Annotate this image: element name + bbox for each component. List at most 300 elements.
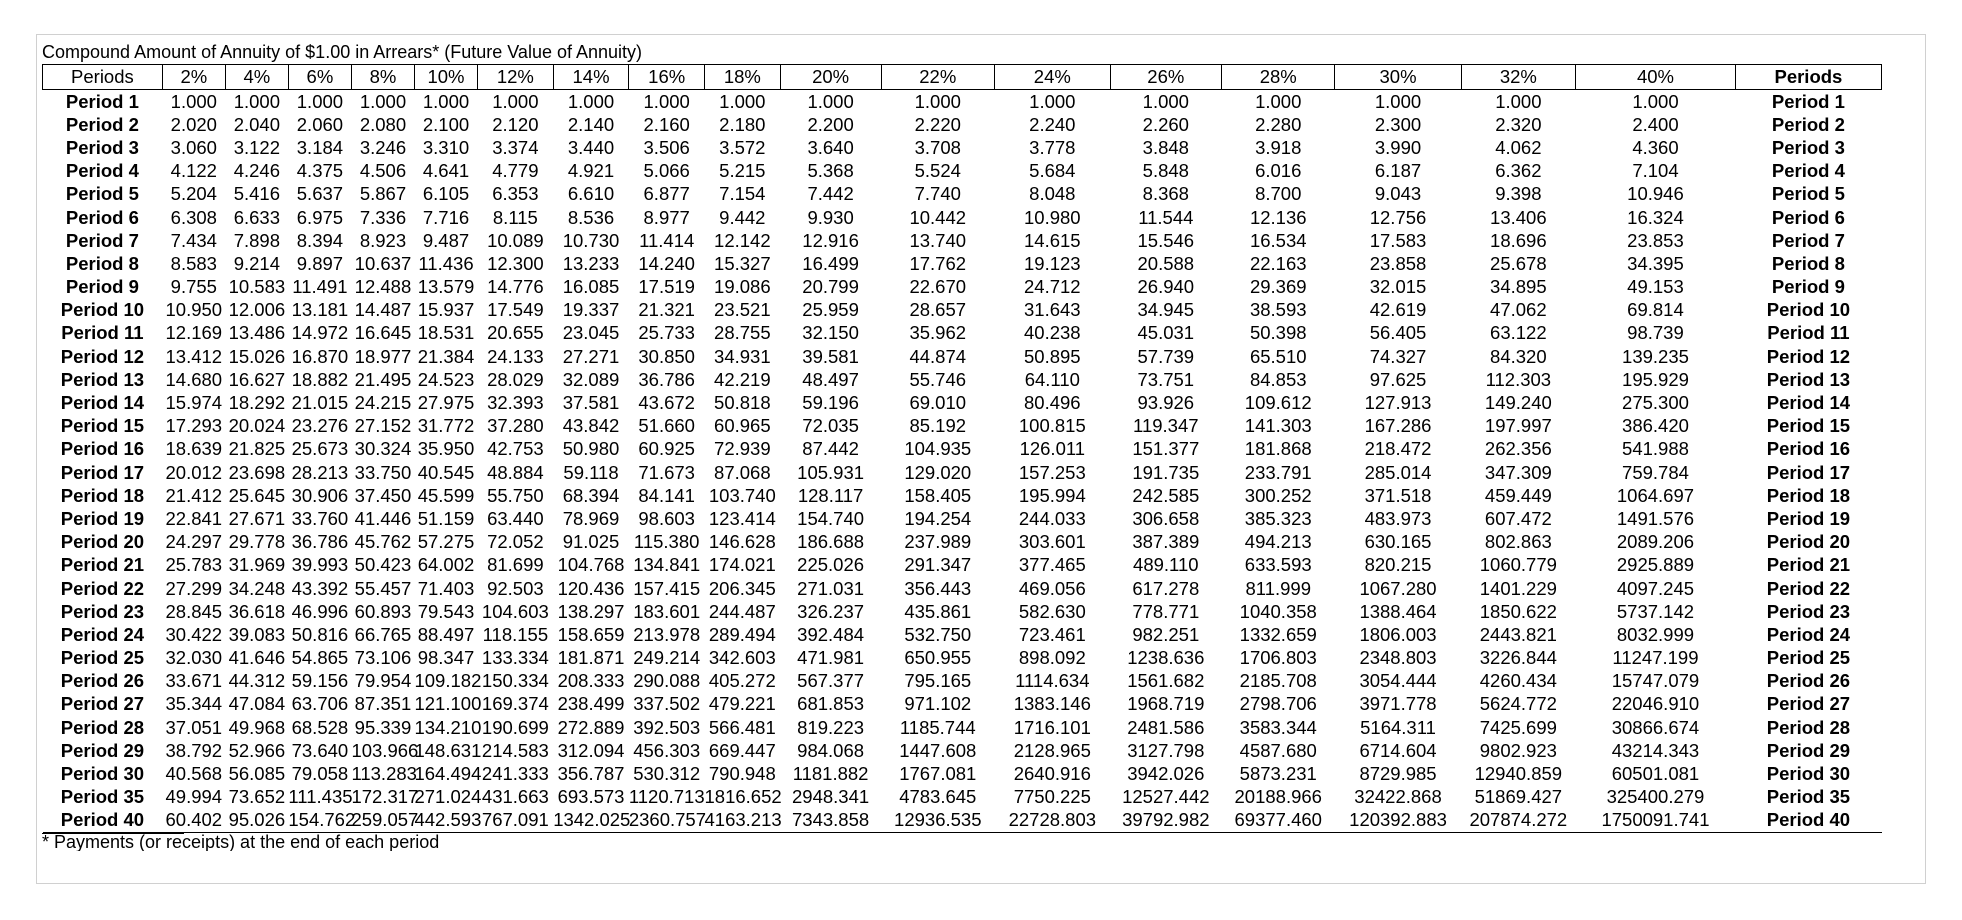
value-cell: 811.999: [1245, 577, 1311, 599]
value-cell: 46.996: [291, 600, 349, 622]
value-cell: 14.240: [638, 252, 695, 274]
footnote-area: [42, 833, 1882, 851]
period-label: Period 5: [1771, 183, 1845, 205]
value-cell: 541.988: [1622, 438, 1689, 460]
value-cell: 1.000: [807, 90, 854, 112]
value-cell: 489.110: [1133, 554, 1199, 576]
value-cell: 303.601: [1018, 531, 1086, 553]
value-cell: 483.973: [1364, 507, 1432, 529]
value-cell: 6.610: [567, 183, 615, 205]
value-cell: 681.853: [797, 693, 865, 715]
value-cell: 157.415: [633, 577, 701, 599]
value-cell: 59.196: [802, 392, 859, 414]
value-cell: 19.086: [714, 276, 771, 298]
value-cell: 356.443: [904, 577, 972, 599]
value-cell: 6.975: [296, 206, 344, 228]
value-cell: 7.898: [233, 229, 281, 251]
value-cell: 233.791: [1244, 461, 1312, 483]
value-cell: 1.000: [492, 90, 539, 112]
value-cell: 66.765: [354, 623, 412, 645]
period-label: Period 20: [1766, 531, 1851, 553]
value-cell: 80.496: [1024, 392, 1081, 414]
value-cell: 190.699: [481, 716, 549, 738]
value-cell: 36.786: [638, 368, 695, 390]
value-cell: 3.374: [492, 136, 539, 158]
period-label: Period 19: [1766, 507, 1851, 529]
value-cell: 819.223: [797, 716, 865, 738]
value-cell: 12.142: [714, 229, 771, 251]
value-cell: 42.753: [487, 438, 544, 460]
value-cell: 60.402: [162, 809, 225, 833]
value-cell: 133.334: [481, 647, 549, 669]
value-cell: 479.221: [708, 693, 776, 715]
value-cell: 9.930: [807, 206, 854, 228]
value-cell: 87.068: [714, 461, 771, 483]
value-cell: 104.935: [904, 438, 972, 460]
value-cell: 13.412: [165, 345, 223, 367]
value-cell: 1114.634: [1015, 670, 1090, 692]
value-cell: 582.630: [1018, 600, 1086, 622]
value-cell: 12.488: [354, 276, 412, 298]
value-cell: 37.450: [354, 484, 412, 506]
value-cell: 138.297: [557, 600, 625, 622]
value-cell: 8.977: [643, 206, 690, 228]
value-cell: 172.317: [351, 786, 419, 808]
value-cell: 25.673: [291, 438, 349, 460]
value-cell: 435.861: [904, 600, 972, 622]
value-cell: 25.959: [802, 299, 859, 321]
value-cell: 97.625: [1369, 368, 1427, 390]
value-cell: 72.035: [802, 415, 859, 437]
value-cell: 530.312: [633, 763, 701, 785]
value-cell: 27.152: [354, 415, 412, 437]
table-row: [43, 438, 1882, 461]
period-label: Period 35: [60, 786, 145, 808]
header-rate: 10%: [414, 65, 477, 90]
value-cell: 27.299: [165, 577, 223, 599]
value-cell: 183.601: [633, 600, 701, 622]
value-cell: 494.213: [1244, 531, 1312, 553]
value-cell: 275.300: [1622, 392, 1689, 414]
value-cell: 11247.199: [1612, 647, 1699, 669]
value-cell: 9.442: [719, 206, 766, 228]
value-cell: 12.169: [165, 322, 223, 344]
table-row: [43, 160, 1882, 183]
period-label: Period 6: [1771, 206, 1845, 228]
value-cell: 23.858: [1369, 252, 1427, 274]
value-cell: 2.260: [1142, 113, 1189, 135]
value-cell: 1561.682: [1127, 670, 1205, 692]
value-cell: 392.503: [633, 716, 701, 738]
value-cell: 12.916: [802, 229, 859, 251]
value-cell: 3.778: [1029, 136, 1076, 158]
value-cell: 16.085: [562, 276, 620, 298]
value-cell: 118.155: [482, 623, 549, 645]
value-cell: 123.414: [708, 507, 776, 529]
value-cell: 60.925: [638, 438, 695, 460]
value-cell: 43.842: [562, 415, 620, 437]
value-cell: 290.088: [633, 670, 701, 692]
value-cell: 2443.821: [1479, 623, 1557, 645]
period-label: Period 5: [65, 183, 139, 205]
value-cell: 10.980: [1024, 206, 1081, 228]
value-cell: 5873.231: [1239, 763, 1317, 785]
value-cell: 32.089: [562, 368, 620, 390]
value-cell: 567.377: [797, 670, 865, 692]
table-row: [43, 484, 1882, 507]
value-cell: 2.200: [807, 113, 854, 135]
value-cell: 5.368: [807, 160, 854, 182]
value-cell: 7.442: [807, 183, 854, 205]
period-label: Period 11: [61, 322, 144, 344]
value-cell: 17.519: [638, 276, 695, 298]
value-cell: 30.850: [638, 345, 695, 367]
value-cell: 111.435: [288, 786, 353, 808]
value-cell: 9.755: [170, 276, 217, 298]
table-row: [43, 507, 1882, 530]
value-cell: 134.210: [414, 716, 482, 738]
value-cell: 532.750: [904, 623, 972, 645]
header-rate: 26%: [1110, 65, 1221, 90]
value-cell: 38.792: [165, 739, 223, 761]
period-label: Period 21: [1766, 554, 1851, 576]
value-cell: 158.405: [904, 484, 972, 506]
value-cell: 12.006: [228, 299, 286, 321]
value-cell: 21.384: [417, 345, 475, 367]
value-cell: 10.950: [165, 299, 223, 321]
value-cell: 63.440: [487, 507, 544, 529]
period-label: Period 8: [65, 252, 139, 274]
value-cell: 5624.772: [1479, 693, 1557, 715]
value-cell: 300.252: [1244, 484, 1312, 506]
value-cell: 7343.858: [780, 809, 881, 833]
value-cell: 20.588: [1137, 252, 1195, 274]
value-cell: 4.062: [1495, 136, 1542, 158]
value-cell: 3.708: [914, 136, 961, 158]
value-cell: 104.768: [557, 554, 625, 576]
period-label: Period 1: [65, 90, 139, 112]
value-cell: 27.975: [417, 392, 475, 414]
value-cell: 2.300: [1374, 113, 1422, 135]
value-cell: 2.020: [170, 113, 217, 135]
value-cell: 141.303: [1244, 415, 1312, 437]
value-cell: 50.895: [1024, 345, 1081, 367]
value-cell: 33.750: [354, 461, 412, 483]
value-cell: 15.974: [165, 392, 223, 414]
value-cell: 72.939: [714, 438, 771, 460]
value-cell: 34.945: [1137, 299, 1195, 321]
header-rate: 14%: [553, 65, 629, 90]
value-cell: 342.603: [708, 647, 776, 669]
value-cell: 566.481: [708, 716, 776, 738]
value-cell: 14.680: [165, 368, 223, 390]
value-cell: 40.568: [165, 763, 223, 785]
value-cell: 30.422: [165, 623, 223, 645]
value-cell: 150.334: [481, 670, 549, 692]
period-label: Period 8: [1771, 252, 1845, 274]
value-cell: 158.659: [557, 623, 625, 645]
value-cell: 23.276: [291, 415, 349, 437]
value-cell: 1332.659: [1239, 623, 1317, 645]
value-cell: 1401.229: [1479, 577, 1557, 599]
value-cell: 16.645: [354, 322, 412, 344]
header-rate: 2%: [162, 65, 225, 90]
value-cell: 259.057: [351, 809, 414, 833]
value-cell: 43.672: [638, 392, 695, 414]
value-cell: 3.990: [1374, 136, 1422, 158]
value-cell: 68.528: [291, 716, 349, 738]
period-label: Period 10: [1766, 299, 1851, 321]
value-cell: 73.640: [291, 739, 349, 761]
value-cell: 1120.713: [628, 786, 705, 808]
value-cell: 898.092: [1018, 647, 1086, 669]
value-cell: 73.751: [1137, 368, 1195, 390]
value-cell: 63.122: [1490, 322, 1547, 344]
value-cell: 3.184: [296, 136, 344, 158]
value-cell: 7.336: [359, 206, 407, 228]
value-cell: 50.818: [714, 392, 771, 414]
value-cell: 790.948: [708, 763, 776, 785]
value-cell: 2.140: [567, 113, 615, 135]
value-cell: 8729.985: [1359, 763, 1437, 785]
value-cell: 20.012: [165, 461, 223, 483]
value-cell: 6.362: [1495, 160, 1542, 182]
value-cell: 42.619: [1369, 299, 1427, 321]
value-cell: 471.981: [797, 647, 865, 669]
value-cell: 1067.280: [1359, 577, 1437, 599]
value-cell: 36.786: [291, 531, 349, 553]
period-label: Period 29: [60, 739, 145, 761]
value-cell: 31.643: [1024, 299, 1081, 321]
period-label: Period 4: [1771, 160, 1845, 182]
value-cell: 7.104: [1632, 160, 1679, 182]
value-cell: 181.871: [557, 647, 625, 669]
period-label: Period 26: [60, 670, 145, 692]
value-cell: 35.950: [417, 438, 475, 460]
value-cell: 1185.744: [899, 716, 976, 738]
value-cell: 149.240: [1484, 392, 1552, 414]
value-cell: 10.442: [909, 206, 967, 228]
value-cell: 1.000: [1255, 90, 1302, 112]
value-cell: 15.327: [714, 252, 771, 274]
value-cell: 2360.757: [629, 809, 705, 833]
period-label: Period 19: [60, 507, 145, 529]
value-cell: 617.278: [1132, 577, 1200, 599]
value-cell: 64.110: [1024, 368, 1080, 390]
value-cell: 79.543: [417, 600, 475, 622]
value-cell: 5.867: [359, 183, 407, 205]
value-cell: 242.585: [1132, 484, 1200, 506]
value-cell: 326.237: [797, 600, 865, 622]
value-cell: 13.181: [291, 299, 349, 321]
header-rate: 40%: [1576, 65, 1736, 90]
value-cell: 16.324: [1627, 206, 1684, 228]
value-cell: 5.215: [719, 160, 766, 182]
value-cell: 95.339: [354, 716, 412, 738]
table-row: [43, 461, 1882, 484]
header-rate: 8%: [351, 65, 414, 90]
value-cell: 2.160: [643, 113, 690, 135]
value-cell: 820.215: [1364, 554, 1432, 576]
value-cell: 5.637: [296, 183, 344, 205]
value-cell: 30.906: [291, 484, 349, 506]
value-cell: 4.641: [422, 160, 470, 182]
value-cell: 98.347: [417, 647, 475, 669]
value-cell: 5.416: [233, 183, 281, 205]
value-cell: 174.021: [708, 554, 776, 576]
value-cell: 71.403: [417, 577, 475, 599]
value-cell: 405.272: [708, 670, 776, 692]
value-cell: 56.085: [228, 763, 286, 785]
value-cell: 98.739: [1627, 322, 1684, 344]
table-row: [43, 113, 1882, 136]
value-cell: 2.280: [1255, 113, 1302, 135]
value-cell: 20.799: [802, 276, 859, 298]
value-cell: 18.977: [354, 345, 412, 367]
table-row: [43, 90, 1882, 114]
value-cell: 29.778: [228, 531, 286, 553]
value-cell: 3942.026: [1127, 763, 1205, 785]
value-cell: 48.497: [802, 368, 859, 390]
value-cell: 337.502: [633, 693, 701, 715]
value-cell: 669.447: [708, 739, 776, 761]
value-cell: 1.000: [1029, 90, 1076, 112]
value-cell: 1750091.741: [1576, 809, 1736, 833]
value-cell: 225.026: [797, 554, 865, 576]
value-cell: 8.048: [1029, 183, 1076, 205]
period-label: Period 3: [1771, 136, 1845, 158]
value-cell: 4163.213: [705, 809, 781, 833]
period-label: Period 11: [1767, 322, 1850, 344]
value-cell: 325400.279: [1606, 786, 1705, 808]
header-rate: 20%: [780, 65, 881, 90]
value-cell: 121.100: [414, 693, 482, 715]
value-cell: 356.787: [557, 763, 625, 785]
value-cell: 1.000: [567, 90, 615, 112]
value-cell: 1342.025: [553, 809, 629, 833]
value-cell: 44.874: [909, 345, 967, 367]
value-cell: 8.115: [492, 206, 538, 228]
value-cell: 208.333: [557, 670, 625, 692]
value-cell: 2925.889: [1616, 554, 1695, 576]
period-label: Period 21: [60, 554, 145, 576]
value-cell: 1040.358: [1239, 600, 1317, 622]
value-cell: 4.375: [296, 160, 344, 182]
value-cell: 218.472: [1364, 438, 1432, 460]
value-cell: 650.955: [904, 647, 972, 669]
value-cell: 778.771: [1132, 600, 1200, 622]
value-cell: 1.000: [1374, 90, 1422, 112]
value-cell: 12936.535: [881, 809, 994, 833]
value-cell: 9.897: [296, 252, 344, 274]
value-cell: 3.246: [359, 136, 407, 158]
value-cell: 630.165: [1364, 531, 1432, 553]
table-row: [43, 762, 1882, 785]
header-rate: 28%: [1222, 65, 1335, 90]
period-label: Period 22: [1766, 577, 1851, 599]
value-cell: 1850.622: [1479, 600, 1557, 622]
period-label: Period 13: [1766, 368, 1851, 390]
table-row: [43, 554, 1882, 577]
value-cell: 1968.719: [1127, 693, 1205, 715]
value-cell: 386.420: [1622, 415, 1689, 437]
value-cell: 7.434: [170, 229, 217, 251]
header-rate: 32%: [1461, 65, 1576, 90]
value-cell: 16.627: [228, 368, 286, 390]
value-cell: 18.882: [291, 368, 349, 390]
value-cell: 4783.645: [899, 786, 977, 808]
value-cell: 18.639: [165, 438, 223, 460]
table-row: [43, 600, 1882, 623]
value-cell: 37.280: [487, 415, 544, 437]
value-cell: 3.060: [170, 136, 217, 158]
value-cell: 5.684: [1029, 160, 1076, 182]
value-cell: 7.740: [914, 183, 961, 205]
value-cell: 11.436: [418, 252, 474, 274]
value-cell: 7.716: [422, 206, 470, 228]
value-cell: 49.153: [1627, 276, 1684, 298]
value-cell: 69377.460: [1222, 809, 1335, 833]
table-row: [43, 252, 1882, 275]
value-cell: 13.579: [417, 276, 475, 298]
value-cell: 120.436: [557, 577, 625, 599]
value-cell: 3.310: [422, 136, 470, 158]
value-cell: 4.921: [567, 160, 615, 182]
value-cell: 759.784: [1622, 461, 1689, 483]
value-cell: 1.000: [1495, 90, 1542, 112]
period-label: Period 10: [60, 299, 145, 321]
value-cell: 6.105: [422, 183, 470, 205]
annuity-table: [42, 64, 1882, 833]
value-cell: 39.993: [291, 554, 349, 576]
value-cell: 15.546: [1137, 229, 1195, 251]
value-cell: 2.120: [492, 113, 539, 135]
value-cell: 271.024: [414, 786, 482, 808]
value-cell: 79.954: [354, 670, 412, 692]
value-cell: 633.593: [1244, 554, 1312, 576]
value-cell: 1816.652: [704, 786, 782, 808]
value-cell: 39.083: [228, 623, 286, 645]
value-cell: 8.536: [567, 206, 615, 228]
value-cell: 57.275: [417, 531, 475, 553]
value-cell: 22.670: [909, 276, 967, 298]
value-cell: 191.735: [1132, 461, 1200, 483]
value-cell: 8.394: [296, 229, 344, 251]
value-cell: 12527.442: [1122, 786, 1210, 808]
value-cell: 32422.868: [1354, 786, 1442, 808]
value-cell: 723.461: [1018, 623, 1086, 645]
value-cell: 186.688: [797, 531, 865, 553]
value-cell: 1238.636: [1127, 647, 1205, 669]
value-cell: 4097.245: [1616, 577, 1695, 599]
value-cell: 100.815: [1018, 415, 1086, 437]
value-cell: 24.523: [417, 368, 475, 390]
value-cell: 14.487: [354, 299, 412, 321]
value-cell: 27.271: [562, 345, 620, 367]
value-cell: 249.214: [633, 647, 701, 669]
value-cell: 37.581: [562, 392, 620, 414]
value-cell: 16.534: [1249, 229, 1307, 251]
value-cell: 6.877: [643, 183, 690, 205]
value-cell: 1388.464: [1359, 600, 1437, 622]
period-label: Period 25: [1766, 647, 1851, 669]
period-label: Period 7: [65, 229, 139, 251]
value-cell: 1.000: [914, 90, 961, 112]
value-cell: 39.581: [802, 345, 859, 367]
value-cell: 105.931: [797, 461, 865, 483]
value-cell: 154.740: [797, 507, 865, 529]
value-cell: 17.549: [487, 299, 544, 321]
